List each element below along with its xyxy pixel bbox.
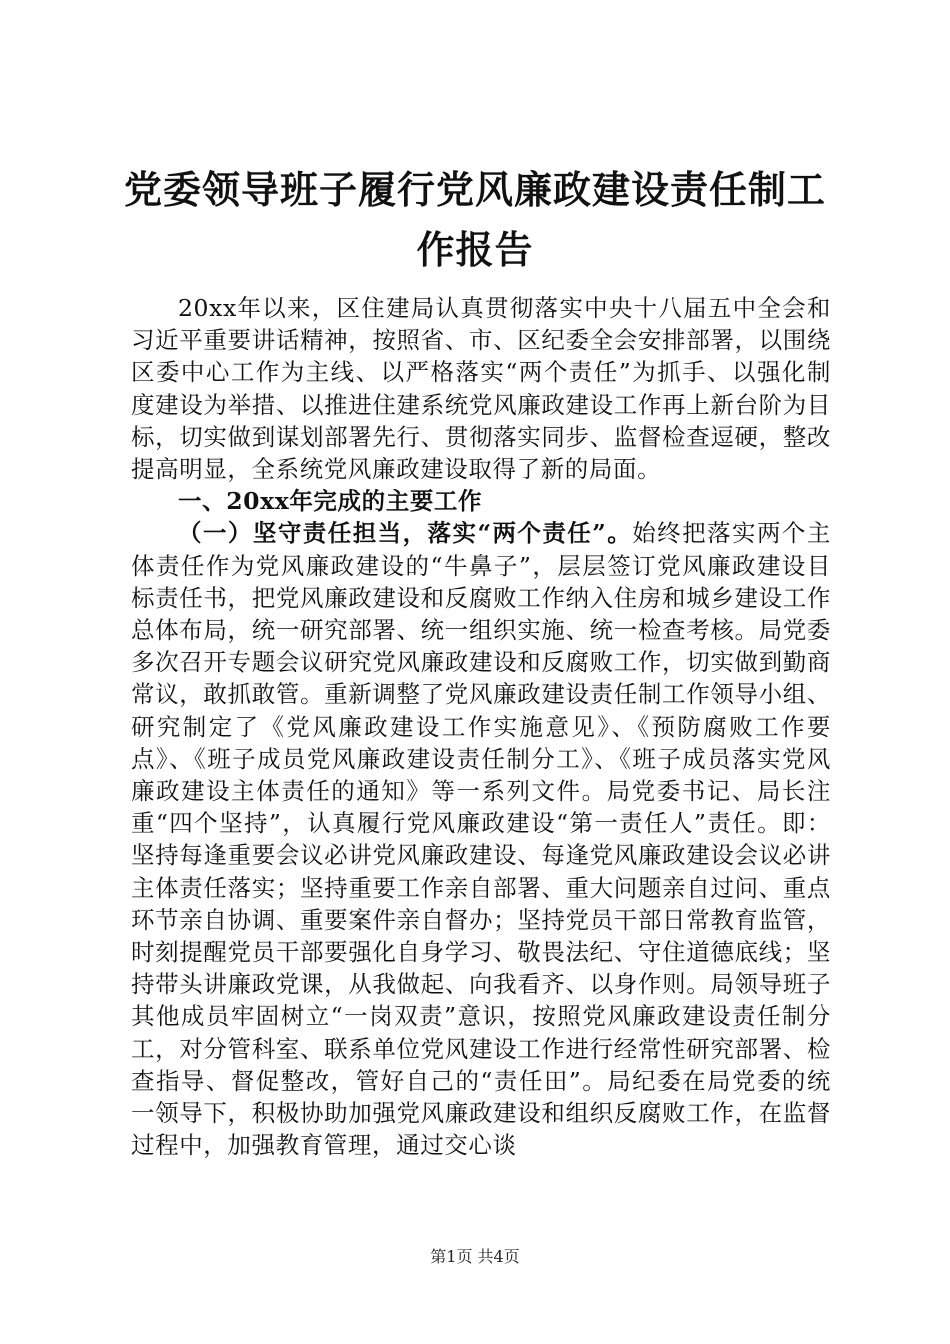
page-number-footer: 第1页 共4页 (430, 1247, 520, 1266)
subsection-text: 始终把落实两个主体责任作为党风廉政建设的“牛鼻子”，层层签订党风廉政建设目标责任书，把党风廉政建设和反腐败工作纳入住房和城乡建设工作总体布局，统一研究部署、统一组织实施、统一检查考核。局党委多次召开专题会议研究党风廉政建设和反腐败工作，切实做到勤商常议，敢抓敢管。重新调整了党风廉政建设责任制工作领导小组、研究制定了《党风廉政建设工作实施意见》、《预防腐败工作要点》、《班子成员党风廉政建设责任制分工》、《班子成员落实党风廉政建设主体责任的通知》等一系列文件。局党委书记、局长注重“四个坚持”，认真履行党风廉政建设“第一责任人”责任。即：坚持每逢重要会议必讲党风廉政建设、每逢党风廉政建设会议必讲主体责任落实；坚持重要工作亲自部署、重大问题亲自过问、重点环节亲自协调、重要案件亲自督办；坚持党员干部日常教育监管，时刻提醒党员干部要强化自身学习、敬畏法纪、守住道德底线；坚持带头讲廉政党课，从我做起、向我看齐、以身作则。局领导班子其他成员牢固树立“一岗双责”意识，按照党风廉政建设责任制分工，对分管科室、联系单位党风建设工作进行经常性研究部署、检查指导、督促整改，管好自己的“责任田”。局纪委在局党委的统一领导下，积极协助加强党风廉政建设和组织反腐败工作，在监督过程中，加强教育管理，通过交心谈 (131, 519, 831, 1160)
section-heading: 一、20xx年完成的主要工作 (178, 487, 483, 516)
document-title: 党委领导班子履行党风廉政建设责任制工作报告 (123, 167, 826, 272)
intro-paragraph: 20xx年以来，区住建局认真贯彻落实中央十八届五中全会和习近平重要讲话精神，按照省、市、区纪委全会安排部署，以围绕区委中心工作为主线、以严格落实“两个责任”为抓手、以强化制度建设为举措、以推进住建系统党风廉政建设工作再上新台阶为目标，切实做到谋划部署先行、贯彻落实同步、监督检查逗硬，整改提高明显，全系统党风廉政建设取得了新的局面。 (131, 294, 831, 484)
section-paragraph (131, 517, 831, 1161)
document-body (131, 292, 831, 1161)
subsection-heading: （一）坚守责任担当，落实“两个责任”。 (178, 519, 633, 548)
